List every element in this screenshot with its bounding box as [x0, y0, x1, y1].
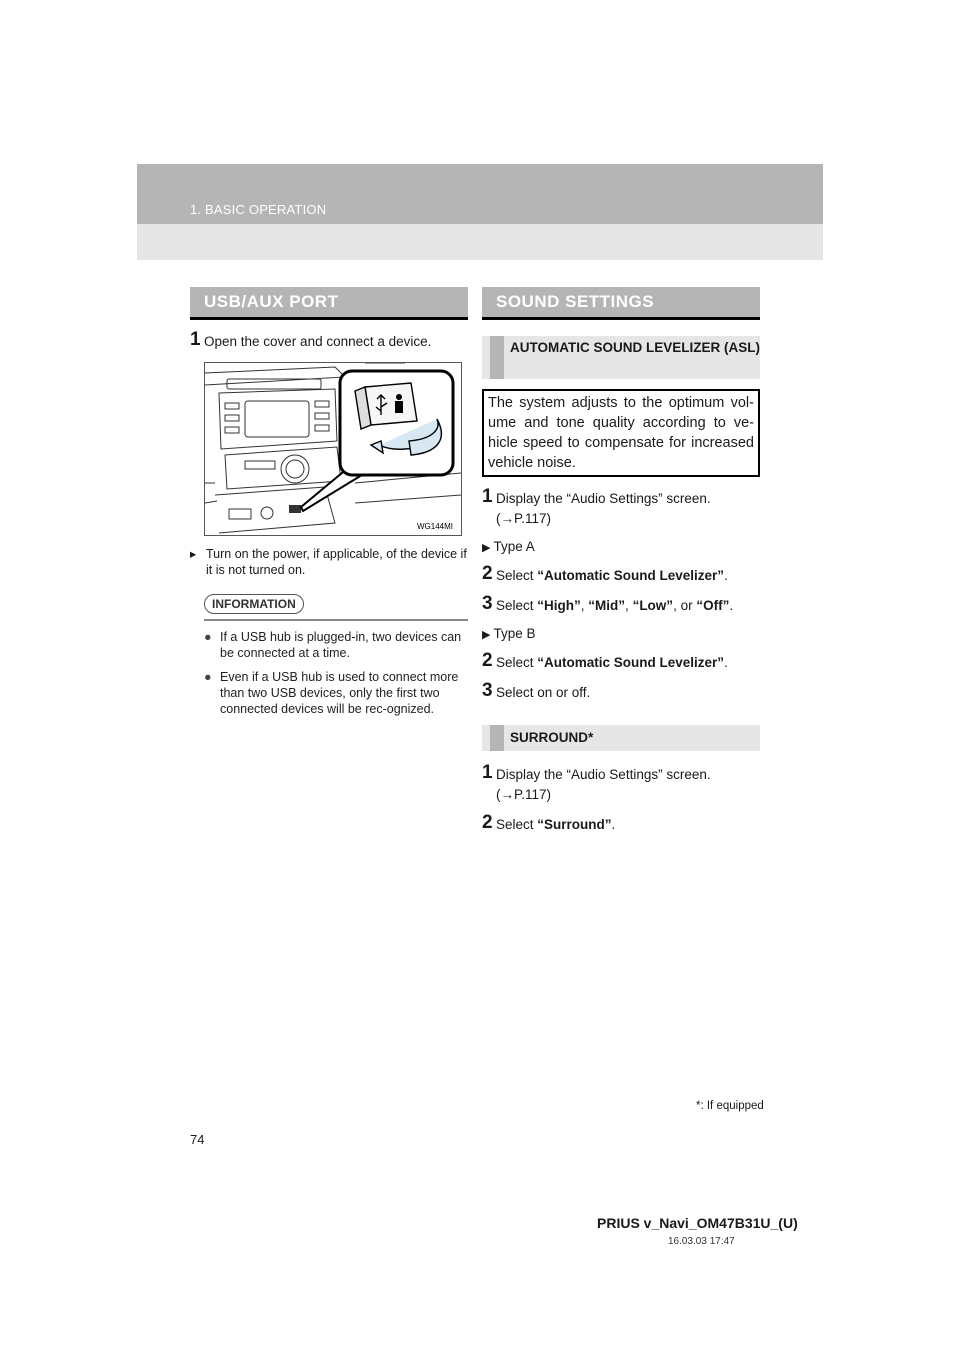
step-text: . [611, 817, 616, 832]
step-open-cover [190, 329, 468, 352]
page-number: 74 [190, 1132, 205, 1147]
step-text: Display the “Audio Settings” screen. (→P.117) [496, 767, 711, 802]
aux-symbol-icon [396, 394, 402, 400]
information-label: INFORMATION [204, 594, 304, 614]
type-b-label [482, 626, 760, 641]
triangle-right-icon: ▶ [482, 542, 491, 554]
type-a-label [482, 539, 760, 554]
asl-subtitle: AUTOMATIC SOUND LEVELIZER (ASL) [482, 336, 760, 379]
usb-port [289, 505, 301, 513]
step-text: . [724, 568, 728, 583]
step-text: . [724, 655, 728, 670]
document-id: PRIUS v_Navi_OM47B31U_(U) [597, 1215, 798, 1231]
bullet-text: Turn on the power, if applicable, of the device if it is not turned on. [206, 547, 467, 577]
step-number: 3 [482, 680, 493, 701]
information-divider [204, 619, 468, 621]
step-number: 2 [482, 812, 493, 833]
type-b-text: Type B [493, 626, 536, 641]
step-number: 2 [482, 650, 493, 671]
triangle-right-icon: ▶ [482, 629, 491, 641]
step-text: Select [496, 817, 538, 832]
off-option-label: “Off” [696, 598, 730, 613]
bullet-icon: ● [204, 630, 212, 644]
asl-description: The system adjusts to the optimum vol-ume and tone quality according to ve-hicle speed to compensate for increased vehicle noise. [482, 389, 760, 477]
step-select-asl-b [482, 650, 760, 673]
step-text: Select [496, 568, 538, 583]
power-on-note [190, 546, 468, 578]
type-a-text: Type A [493, 539, 535, 554]
surround-subtitle: SURROUND* [482, 725, 760, 751]
header-sub-band [137, 224, 823, 260]
low-option-label: “Low” [632, 598, 674, 613]
mid-option-label: “Mid” [588, 598, 626, 613]
step-number: 3 [482, 593, 493, 614]
info-item [204, 669, 468, 717]
asl-option-label: “Automatic Sound Levelizer” [537, 568, 725, 583]
step-select-on-off [482, 680, 760, 703]
info-text: If a USB hub is plugged-in, two devices can be connected at a time. [220, 630, 462, 660]
document-date: 16.03.03 17:47 [668, 1236, 735, 1247]
information-box [190, 594, 468, 717]
step-select-surround [482, 812, 760, 835]
step-number: 2 [482, 563, 493, 584]
step-number: 1 [482, 486, 493, 507]
step-text: Select [496, 655, 538, 670]
step-select-level: 3 Select “High”, “Mid”, “Low”, or “Off”. [482, 593, 734, 614]
bullet-icon: ▸ [190, 547, 197, 561]
asl-option-label: “Automatic Sound Levelizer” [537, 655, 725, 670]
footnote: *: If equipped [696, 1100, 764, 1112]
usb-port-illustration [204, 362, 462, 536]
figure-code: WG144MI [416, 522, 453, 531]
high-option-label: “High” [537, 598, 581, 613]
step-select-asl-a [482, 563, 760, 586]
step-display-audio-settings [482, 486, 760, 529]
surround-option-label: “Surround” [537, 817, 612, 832]
info-item [204, 629, 468, 661]
left-column [190, 287, 468, 717]
step-text: Select on or off. [496, 685, 591, 700]
sound-settings-title: SOUND SETTINGS [482, 287, 760, 320]
step-text: Select [496, 598, 538, 613]
step-number: 1 [190, 329, 201, 350]
section-label: 1. BASIC OPERATION [190, 202, 327, 217]
usb-aux-port-title: USB/AUX PORT [190, 287, 468, 320]
step-text: Display the “Audio Settings” screen. (→P.117) [496, 491, 711, 526]
step-text: Open the cover and connect a device. [204, 334, 432, 349]
info-text: Even if a USB hub is used to connect more than two USB devices, only the first two connected devices will be rec-ognized. [220, 670, 459, 716]
right-column [482, 287, 760, 845]
step-display-audio-settings-surround [482, 762, 760, 805]
dashboard-illustration [205, 363, 461, 535]
step-number: 1 [482, 762, 493, 783]
bullet-icon: ● [204, 670, 212, 684]
